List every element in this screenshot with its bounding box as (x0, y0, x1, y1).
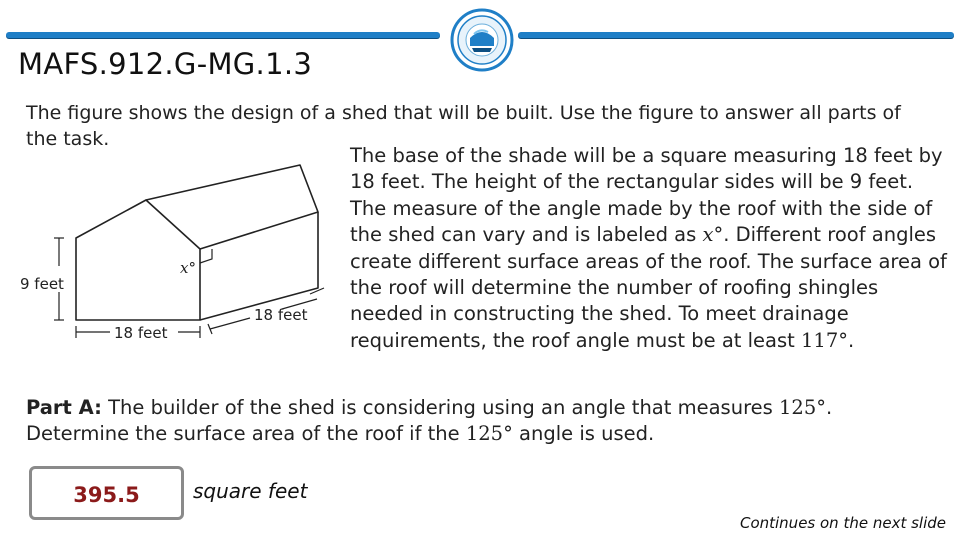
minimum-angle: 117° (801, 328, 848, 352)
part-a-text-2: . Determine the surface area of the roof if the (26, 396, 833, 445)
answer-units: square feet (193, 479, 308, 503)
description-text-2: . Different roof angles create different surface areas of the roof. The surface area of the roof will determine the number of roofing shingles needed in constructing the shed. To meet drainage requirements, the roof angle must be at least (350, 223, 947, 352)
header-bar-left (6, 32, 440, 38)
task-intro: The figure shows the design of a shed that will be built. Use the figure to answer all parts of the task. (26, 102, 901, 150)
description-text-1: The base of the shade will be a square measuring 18 feet by 18 feet. The height of the rectangular sides will be 9 feet. The measure of the angle made by the roof with the side of the shed can vary and is labeled as (350, 144, 943, 247)
description-text-3: . (847, 328, 855, 352)
height-label: 9 feet (20, 275, 64, 293)
answer-value: 395.5 (73, 483, 140, 507)
task-description (350, 143, 950, 354)
part-a-angle-1: 125° (779, 396, 826, 419)
width-label: 18 feet (114, 324, 168, 342)
angle-label: x° (180, 259, 196, 277)
depth-label: 18 feet (254, 306, 308, 324)
part-a-text-3: angle is used. (512, 422, 655, 445)
district-logo-seal (450, 8, 514, 72)
answer-box[interactable] (29, 466, 184, 520)
standard-code: MAFS.912.G-MG.1.3 (18, 47, 313, 81)
continues-note: Continues on the next slide (739, 514, 946, 532)
shed-roof-top (146, 165, 318, 249)
angle-variable: x° (702, 223, 724, 247)
shed-figure (14, 158, 334, 348)
header-bar-right (518, 32, 954, 38)
part-a-label: Part A: (26, 396, 102, 419)
part-a-question (26, 395, 926, 447)
part-a-angle-2: 125° (465, 422, 513, 445)
angle-marker (200, 249, 212, 263)
part-a-text-1: The builder of the shed is considering using an angle that measures (101, 396, 780, 419)
